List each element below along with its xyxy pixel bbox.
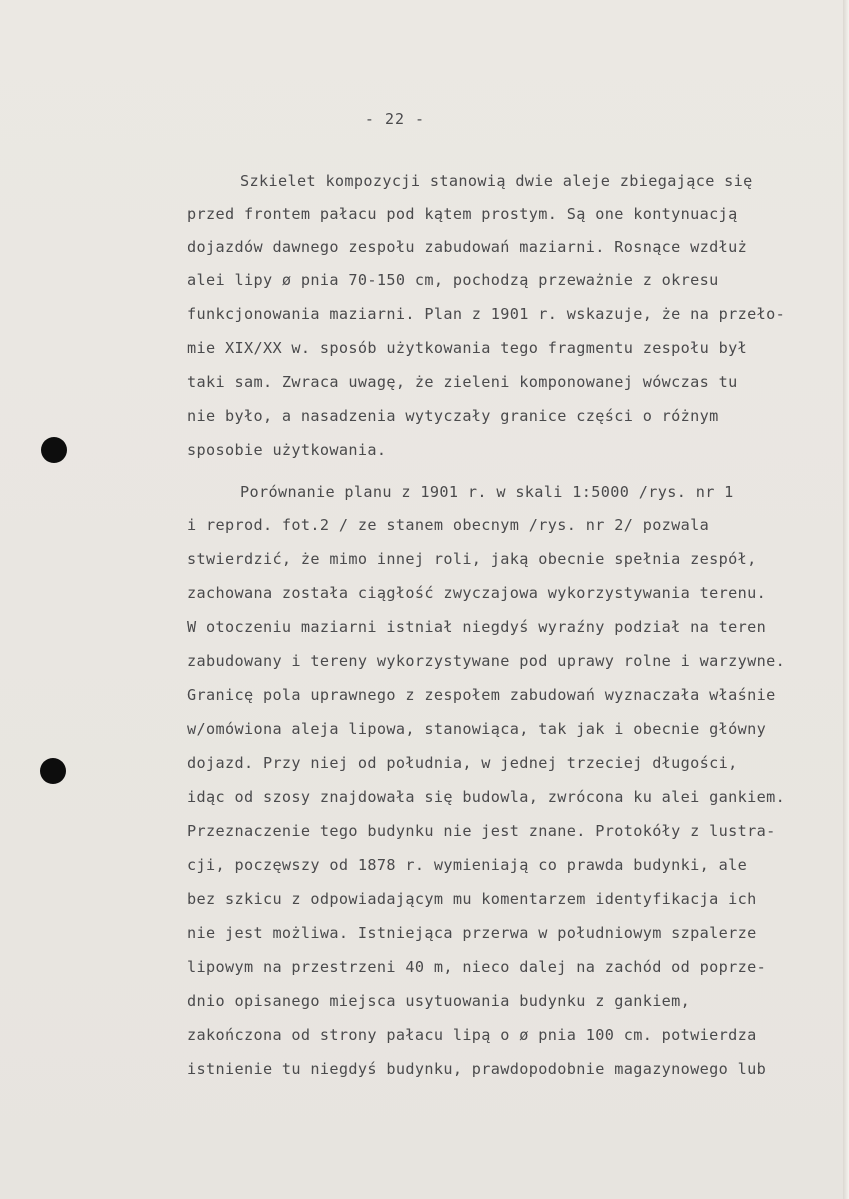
text-line: lipowym na przestrzeni 40 m, nieco dalej na zachód od poprze- <box>187 958 767 976</box>
punch-hole <box>40 758 66 784</box>
page-edge <box>843 0 849 1199</box>
text-line: dojazdów dawnego zespołu zabudowań maziarni. Rosnące wzdłuż <box>187 238 748 256</box>
text-line: Przeznaczenie tego budynku nie jest znane. Protokóły z lustra- <box>187 822 776 840</box>
punch-hole <box>41 437 67 463</box>
text-line: sposobie użytkowania. <box>187 441 387 459</box>
text-line: istnienie tu niegdyś budynku, prawdopodobnie magazynowego lub <box>187 1060 767 1078</box>
text-line: dnio opisanego miejsca usytuowania budynku z gankiem, <box>187 992 691 1010</box>
text-line: bez szkicu z odpowiadającym mu komentarzem identyfikacja ich <box>187 890 757 908</box>
text-line: Porównanie planu z 1901 r. w skali 1:5000 /rys. nr 1 <box>240 483 734 501</box>
text-line: stwierdzić, że mimo innej roli, jaką obecnie spełnia zespół, <box>187 550 757 568</box>
text-line: taki sam. Zwraca uwagę, że zieleni komponowanej wówczas tu <box>187 373 738 391</box>
text-line: nie jest możliwa. Istniejąca przerwa w południowym szpalerze <box>187 924 757 942</box>
text-line: dojazd. Przy niej od południa, w jednej trzeciej długości, <box>187 754 738 772</box>
text-line: W otoczeniu maziarni istniał niegdyś wyraźny podział na teren <box>187 618 767 636</box>
text-line: idąc od szosy znajdowała się budowla, zwrócona ku alei gankiem. <box>187 788 786 806</box>
text-line: zakończona od strony pałacu lipą o ø pnia 100 cm. potwierdza <box>187 1026 757 1044</box>
page-number: - 22 - <box>364 110 426 128</box>
text-line: w/omówiona aleja lipowa, stanowiąca, tak jak i obecnie główny <box>187 720 767 738</box>
text-line: przed frontem pałacu pod kątem prostym. Są one kontynuacją <box>187 205 738 223</box>
text-line: alei lipy ø pnia 70-150 cm, pochodzą przeważnie z okresu <box>187 271 719 289</box>
text-line: Granicę pola uprawnego z zespołem zabudowań wyznaczała właśnie <box>187 686 776 704</box>
text-line: nie było, a nasadzenia wytyczały granice części o różnym <box>187 407 719 425</box>
text-line: Szkielet kompozycji stanowią dwie aleje zbiegające się <box>240 172 753 190</box>
text-line: funkcjonowania maziarni. Plan z 1901 r. wskazuje, że na przeło- <box>187 305 786 323</box>
text-line: i reprod. fot.2 / ze stanem obecnym /rys. nr 2/ pozwala <box>187 516 710 534</box>
text-line: zabudowany i tereny wykorzystywane pod uprawy rolne i warzywne. <box>187 652 786 670</box>
text-line: zachowana została ciągłość zwyczajowa wykorzystywania terenu. <box>187 584 767 602</box>
text-line: cji, poczęwszy od 1878 r. wymieniają co prawda budynki, ale <box>187 856 748 874</box>
text-line: mie XIX/XX w. sposób użytkowania tego fragmentu zespołu był <box>187 339 748 357</box>
